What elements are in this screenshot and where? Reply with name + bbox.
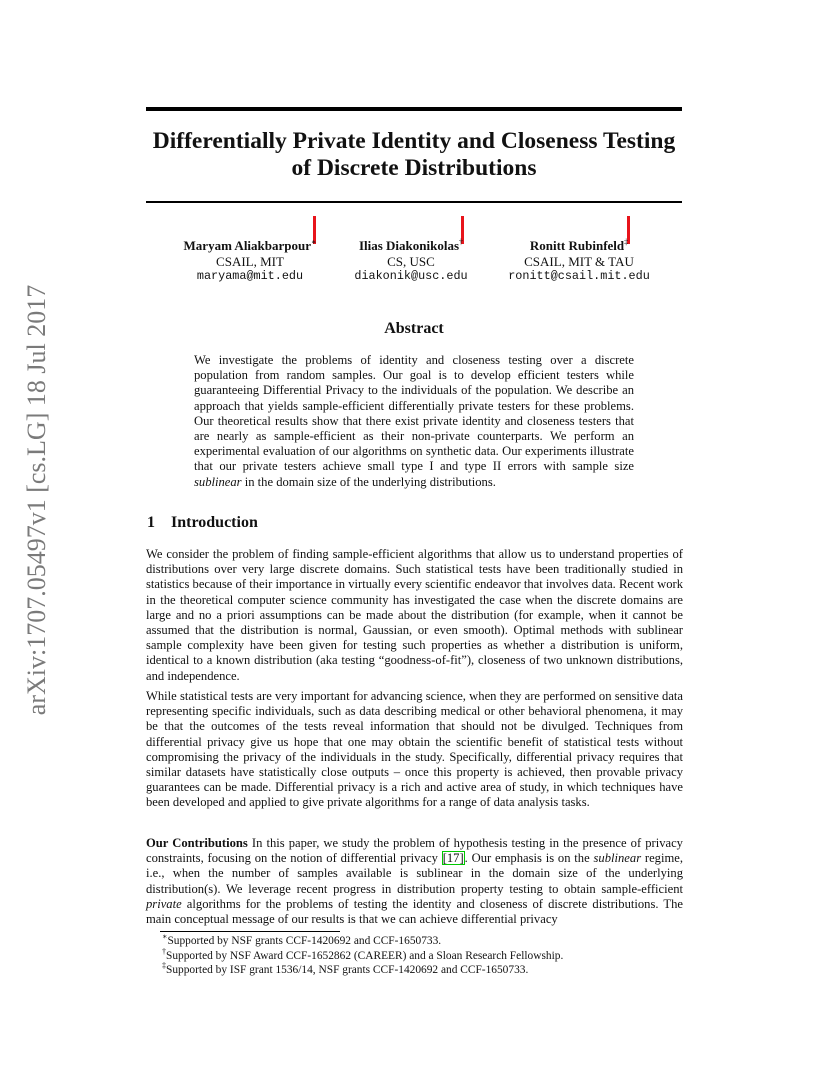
title-bottom-rule <box>146 201 682 203</box>
footnote-text: Supported by NSF Award CCF-1652862 (CAREER) and a Sloan Research Fellowship. <box>166 950 564 962</box>
paragraph-text: . Our emphasis is on the <box>464 851 594 866</box>
abstract-text-part: We investigate the problems of identity and closeness testing over a discrete population from random samples. Our goal is to develop efficient testers while guaranteeing Differential Privacy to the individuals of the population. We describe an approach that yields sample-efficient differentially private testers for these problems. Our theoretical results show that there exist private identity and closeness testers that are nearly as sample-efficient as their non-private counterparts. We perform an experimental evaluation of our algorithms on synthetic data. Our experiments illustrate that our private testers achieve small type I and type II errors with sample size <box>194 353 634 474</box>
footnote <box>162 934 441 948</box>
section-number: 1 <box>147 514 155 531</box>
abstract-text-part: in the domain size of the underlying distributions. <box>241 474 496 489</box>
paragraph-emphasis: private <box>146 896 182 911</box>
footnote-mark: ‡ <box>162 961 166 971</box>
section-title: Introduction <box>171 514 258 531</box>
abstract-heading: Abstract <box>384 320 444 337</box>
paragraph-text: algorithms for the problems of testing the identity and closeness of discrete distributions. The main conceptual message of our results is that we can achieve differential privacy <box>146 896 683 927</box>
paragraph-emphasis: sublinear <box>593 851 642 866</box>
author-email: maryama@mit.edu <box>196 269 304 283</box>
paragraph-text: regime, i.e., when the number of samples available is sublinear in the domain size of the underlying distribution(s). We leverage recent progress in distribution property testing to obtain sample-efficient <box>146 851 684 896</box>
title-line-2: of Discrete Distributions <box>291 155 537 181</box>
paragraph-heading: Our Contributions <box>146 836 248 850</box>
paper-title <box>120 128 708 182</box>
footnote-mark[interactable]: † <box>459 237 464 247</box>
author-email: ronitt@csail.mit.edu <box>508 269 650 283</box>
footnote-text: Supported by NSF grants CCF-1420692 and CCF-1650733. <box>167 935 442 947</box>
citation-link[interactable]: [17] <box>442 851 464 866</box>
author-affiliation: CS, USC <box>387 253 435 269</box>
footnote-mark[interactable]: ∗ <box>311 237 317 247</box>
footnote <box>162 963 528 977</box>
author-name: Maryam Aliakbarpour <box>183 238 312 253</box>
author-affiliation: CSAIL, MIT & TAU <box>524 253 634 269</box>
footnote-mark[interactable]: ‡ <box>624 237 629 247</box>
footnote-mark: ∗ <box>162 932 168 942</box>
arxiv-identifier: arXiv:1707.05497v1 [cs.LG] 18 Jul 2017 <box>22 284 51 716</box>
contributions-paragraph <box>146 836 683 927</box>
body-paragraph: While statistical tests are very important for advancing science, when they are performed on sensitive data representing specific individuals, such as data describing medical or other behavioral phenomena, it may be that the outcomes of the tests reveal information that should not be divulged. Techniques from differential privacy give us hope that one may obtain the scientific benefit of statistical tests without compromising the privacy of the individuals in the study. Specifically, differential privacy requires that similar datasets have statistically close outputs – once this property is achieved, then provable privacy guarantees can be made. Differential privacy is a rich and active area of study, in which techniques have been developed and applied to give private algorithms for a range of data analysis tasks. <box>146 689 683 810</box>
author-block <box>479 238 679 285</box>
author-name: Ilias Diakonikolas <box>358 238 460 253</box>
footnote-mark: † <box>162 947 166 957</box>
abstract-emphasis: sublinear <box>194 474 242 489</box>
top-rule <box>146 107 682 111</box>
author-name: Ronitt Rubinfeld <box>529 238 625 253</box>
section-heading <box>147 514 258 532</box>
abstract-text <box>194 353 634 490</box>
body-paragraph: We consider the problem of finding sample-efficient algorithms that allow us to understand properties of distributions over very large discrete domains. Such statistical tests have been traditionally studied in statistics because of their importance in virtually every scientific endeavor that involves data. Recent work in the theoretical computer science community has investigated the case when the discrete domains are large and no a priori assumptions can be made about the distribution (for example, when it cannot be assumed that the distribution is normal, Gaussian, or even smooth). Optimal methods with sublinear sample complexity have been given for testing such properties as whether a distribution is uniform, identical to a known distribution (aka testing “goodness-of-fit”), closeness of two unknown distributions, and independence. <box>146 547 683 683</box>
title-line-1: Differentially Private Identity and Closeness Testing <box>152 128 676 154</box>
author-affiliation: CSAIL, MIT <box>216 253 284 269</box>
footnote <box>162 949 563 963</box>
footnote-text: Supported by ISF grant 1536/14, NSF grants CCF-1420692 and CCF-1650733. <box>166 964 529 976</box>
author-email: diakonik@usc.edu <box>354 269 468 283</box>
paragraph-text: In this paper, we study the problem of hypothesis testing in the presence of privacy constraints, focusing on the notion of differential privacy <box>146 836 683 866</box>
footnote-rule <box>160 931 340 932</box>
